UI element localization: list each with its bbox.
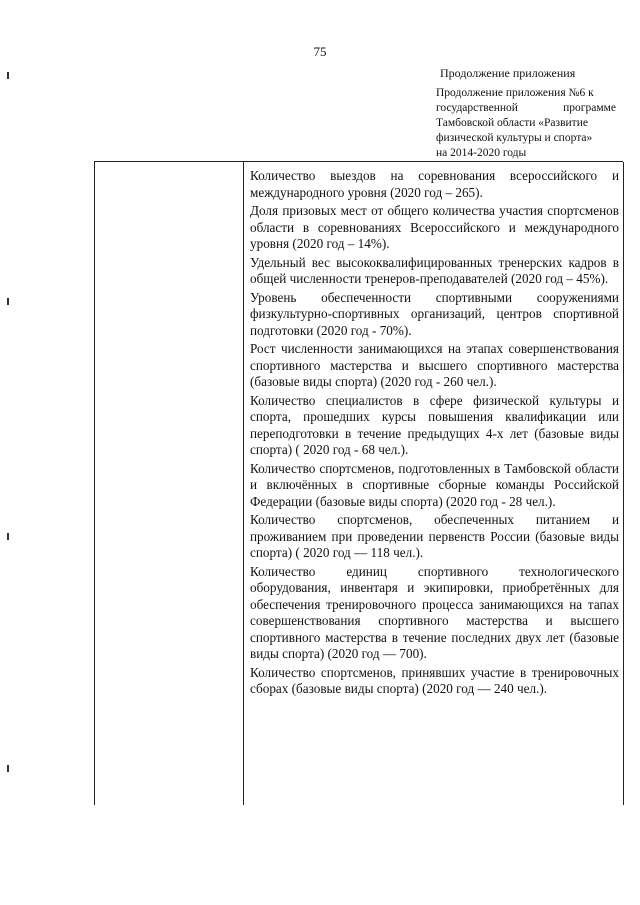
indicator-item: Доля призовых мест от общего количества участия спортсменов области в соревнованиях Всероссийского и международного уровня (2020 год – 14%). bbox=[250, 203, 619, 251]
indicator-item: Количество спортсменов, обеспеченных питанием и проживанием при проведении первенств России (базовые виды спорта) ( 2020 год — 118 чел.). bbox=[250, 512, 619, 560]
appendix-line: на 2014-2020 годы bbox=[436, 147, 527, 159]
appendix-note bbox=[436, 86, 616, 161]
margin-mark bbox=[7, 72, 9, 79]
margin-mark bbox=[7, 765, 9, 772]
indicator-item: Количество специалистов в сфере физической культуры и спорта, прошедших курсы повышения квалификации или переподготовки в течение предыдущих 4-х лет (базовые виды спорта) ( 2020 год - 68 чел.). bbox=[250, 392, 619, 457]
appendix-line: Тамбовской области «Развитие bbox=[436, 117, 588, 129]
table-left-cell bbox=[95, 162, 244, 805]
margin-mark bbox=[7, 533, 9, 540]
indicator-item: Количество спортсменов, подготовленных в Тамбовской области и включённых в спортивные сборные команды Российской Федерации (базовые виды спорта) (2020 год - 28 чел.). bbox=[250, 460, 619, 509]
indicator-item: Количество выездов на соревнования всероссийского и международного уровня (2020 год – 265). bbox=[250, 168, 619, 200]
indicator-list bbox=[250, 168, 619, 698]
indicator-item: Удельный вес высококвалифицированных тренерских кадров в общей численности тренеров-преподавателей (2020 год – 45%). bbox=[250, 254, 619, 286]
indicator-item: Уровень обеспеченности спортивными сооружениями физкультурно-спортивных организаций, центров спортивной подготовки (2020 год - 70%). bbox=[250, 289, 619, 338]
appendix-line: Продолжение приложения №6 к bbox=[436, 87, 594, 99]
table-right-cell bbox=[244, 162, 624, 805]
indicator-item: Количество спортсменов, принявших участие в тренировочных сборах (базовые виды спорта) (2020 год — 240 чел.). bbox=[250, 664, 619, 696]
appendix-line: государственной программе bbox=[436, 102, 616, 114]
indicator-item: Количество единиц спортивного технологического оборудования, инвентаря и экипировки, приобретённых для обеспечения тренировочного процесса занимающихся на тапах совершенствования спортивного мастерства и высшего спортивного мастерства в течение последних двух лет (базовые виды спорта) (2020 год — 700). bbox=[250, 563, 619, 661]
continuation-heading: Продолжение приложения bbox=[440, 66, 576, 80]
margin-mark bbox=[7, 298, 9, 305]
indicator-item: Рост численности занимающихся на этапах совершенствования спортивного мастерства и высшего спортивного мастерства (базовые виды спорта) (2020 год - 260 чел.). bbox=[250, 341, 619, 389]
indicators-table bbox=[94, 161, 623, 805]
appendix-line: физической культуры и спорта» bbox=[436, 132, 593, 144]
page-number: 75 bbox=[313, 44, 327, 59]
